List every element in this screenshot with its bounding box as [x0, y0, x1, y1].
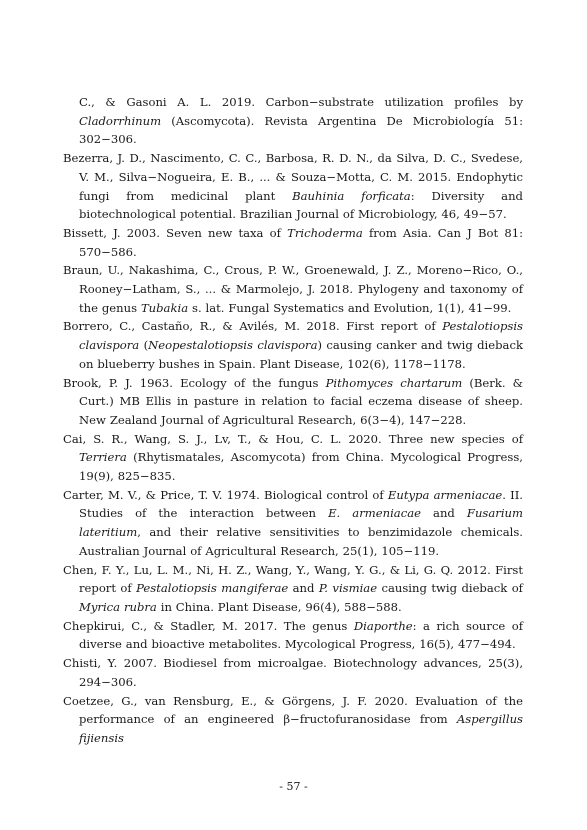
italic-taxon: Trichoderma — [287, 225, 363, 240]
italic-taxon: Tubakia — [140, 300, 189, 315]
reference-text: from Asia. Can J Bot 81: 570−586. — [79, 225, 523, 259]
reference-text: Borrero, C., Castaño, R., & Avilés, M. 2018. First report of — [63, 319, 443, 334]
italic-taxon: Fusarium lateritium — [79, 506, 523, 540]
italic-taxon: P. vismiae — [318, 581, 378, 596]
italic-taxon: Pithomyces chartarum — [325, 375, 463, 390]
reference-text: Braun, U., Nakashima, C., Crous, P. W., Groenewald, J. Z., Moreno−Rico, O., Rooney−Latham, S., ... & Marmolejo, J. 2018. Phylogeny and taxonomy of the genus — [63, 263, 523, 315]
page-number: - 57 - — [279, 780, 308, 793]
reference-entry — [63, 149, 523, 224]
reference-text: : Diversity and biotechnological potential. Brazilian Journal of Microbiology, 46, 49−57. — [79, 188, 523, 222]
reference-text: and — [420, 506, 467, 521]
reference-entry — [63, 617, 523, 654]
reference-text: (Berk. & Curt.) MB Ellis in pasture in relation to facial eczema disease of sheep. New Zealand Journal of Agricultural Research, 6(3−4), 147−228. — [79, 375, 523, 427]
reference-text: and — [288, 581, 319, 596]
italic-taxon: Pestalotiopsis mangiferae — [136, 581, 289, 596]
reference-entry — [63, 317, 523, 373]
reference-text: , and their relative sensitivities to benzimidazole chemicals. Australian Journal of Agricultural Research, 25(1), 105−119. — [79, 525, 523, 558]
reference-text: s. lat. Fungal Systematics and Evolution, 1(1), 41−99. — [188, 300, 512, 315]
reference-entry — [63, 261, 523, 317]
reference-entry — [63, 374, 523, 430]
reference-text: in China. Plant Disease, 96(4), 588−588. — [156, 599, 402, 614]
italic-taxon: Eutypa armeniacae — [387, 487, 503, 502]
italic-taxon: Pestalotiopsis clavispora — [79, 319, 523, 353]
reference-text: causing twig dieback of — [377, 581, 523, 596]
reference-text: Coetzee, G., van Rensburg, E., & Görgens, J. F. 2020. Evaluation of the performance of an engineered β−fructofuranosidase from — [63, 693, 523, 727]
reference-text: C., & Gasoni A. L. 2019. Carbon−substrate utilization profiles by — [79, 95, 523, 109]
reference-text: Bezerra, J. D., Nascimento, C. C., Barbosa, R. D. N., da Silva, D. C., Svedese, V. M., Silva−Nogueira, E. B., ... & Souza−Motta, C. M. 2015. Endophytic fungi from medicinal plant — [63, 151, 523, 203]
reference-entry — [63, 692, 523, 748]
reference-text: . II. Studies of the interaction between — [79, 487, 523, 521]
reference-text: Chisti, Y. 2007. Biodiesel from microalgae. Biotechnology advances, 25(3), 294−306. — [63, 656, 523, 689]
reference-text: ) causing canker and twig dieback on blueberry bushes in Spain. Plant Disease, 102(6), 1178−1178. — [79, 338, 523, 371]
reference-entry — [63, 224, 523, 261]
reference-text: Carter, M. V., & Price, T. V. 1974. Biological control of — [63, 487, 388, 502]
italic-taxon: Diaporthe — [353, 618, 413, 633]
reference-text: Bissett, J. 2003. Seven new taxa of — [63, 225, 288, 240]
reference-list — [63, 93, 523, 748]
italic-taxon: E. armeniacae — [328, 506, 421, 521]
italic-taxon: Aspergillus fijiensis — [79, 712, 523, 745]
reference-text: Chen, F. Y., Lu, L. M., Ni, H. Z., Wang, Y., Wang, Y. G., & Li, G. Q. 2012. First report of — [63, 562, 523, 596]
reference-text: Cai, S. R., Wang, S. J., Lv, T., & Hou, C. L. 2020. Three new species of — [63, 431, 523, 446]
reference-entry — [63, 486, 523, 561]
reference-text: : a rich source of diverse and bioactive metabolites. Mycological Progress, 16(5), 477−494. — [79, 618, 523, 652]
italic-taxon: Terriera — [79, 450, 127, 465]
reference-text: (Ascomycota). Revista Argentina De Microbiología 51: 302−306. — [79, 113, 523, 147]
reference-text: (Rhytismatales, Ascomycota) from China. Mycological Progress, 19(9), 825−835. — [79, 450, 523, 484]
reference-entry — [63, 561, 523, 617]
italic-taxon: Bauhinia forficata — [292, 188, 411, 203]
italic-taxon: Myrica rubra — [79, 599, 157, 614]
reference-text: ( — [139, 338, 149, 353]
reference-text: Brook, P. J. 1963. Ecology of the fungus — [63, 375, 326, 390]
italic-taxon: Neopestalotiopsis clavispora — [148, 338, 318, 353]
reference-entry — [63, 654, 523, 691]
reference-text: Chepkirui, C., & Stadler, M. 2017. The genus — [63, 618, 354, 633]
italic-taxon: Cladorrhinum — [79, 113, 162, 128]
reference-entry — [63, 430, 523, 486]
reference-entry-continued — [63, 93, 523, 149]
